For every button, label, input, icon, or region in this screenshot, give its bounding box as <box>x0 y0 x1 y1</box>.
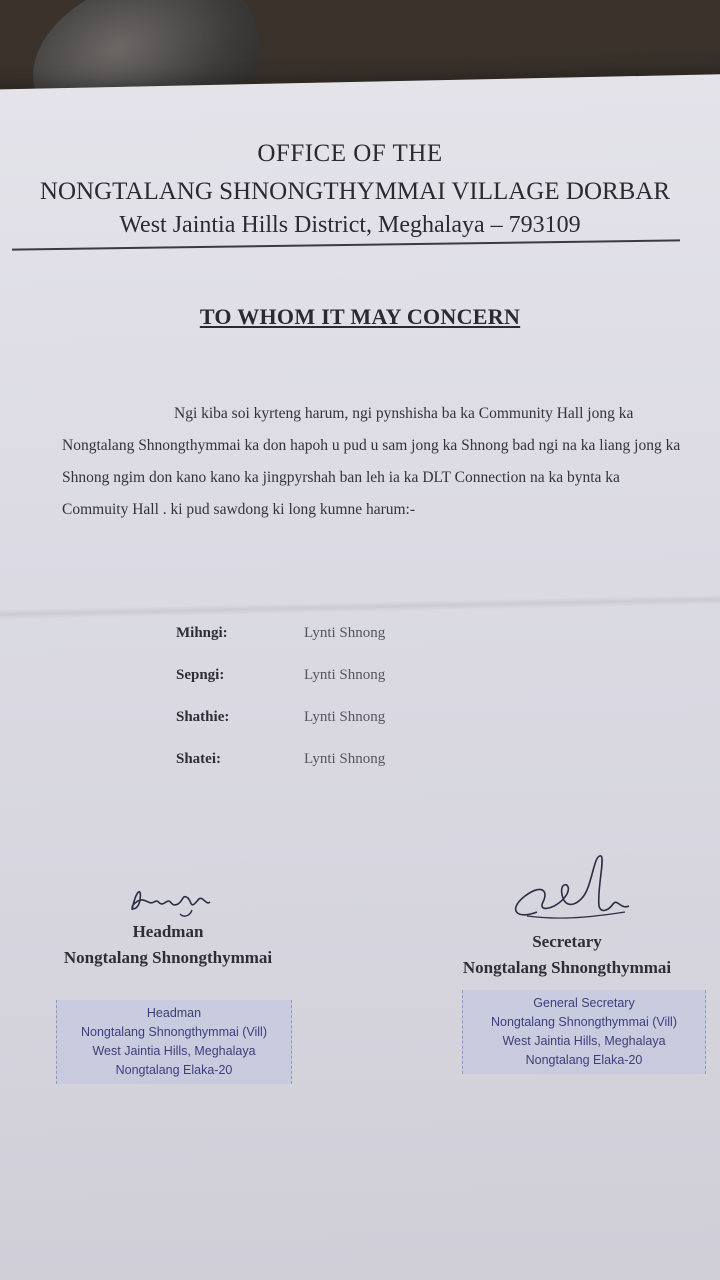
letter-subject: TO WHOM IT MAY CONCERN <box>199 304 521 329</box>
header-divider <box>12 239 680 250</box>
letter-paragraph: Ngi kiba soi kyrteng harum, ngi pynshisha ba ka Community Hall jong ka Nongtalang Shnongthymmai ka don hapoh u pud u sam jong ka Shnong bad ngi na ka liang jong ka Shnong ngim don kano kano ka jingpyrshah ban leh ia ka DLT Connection na ka bynta ka Commuity Hall . ki pud sawdong ki long kumne harum:- <box>62 405 681 518</box>
boundary-label: Sepngi: <box>176 666 225 683</box>
boundary-label: Mihngi: <box>176 624 228 641</box>
secretary-signature-block <box>432 850 702 982</box>
secretary-stamp <box>462 990 706 1074</box>
headman-signature <box>118 880 218 920</box>
headman-org: Nongtalang Shnongthymmai <box>63 948 273 967</box>
boundary-row-sepngi <box>176 654 476 696</box>
boundary-value: Lynti Shnong <box>304 708 386 725</box>
headman-title: Headman <box>132 922 204 941</box>
stamp-line: Nongtalang Elaka-20 <box>525 1053 643 1067</box>
secretary-signature <box>497 850 637 930</box>
stamp-line: Nongtalang Shnongthymmai (Vill) <box>491 1015 677 1029</box>
headman-stamp <box>56 1000 292 1084</box>
office-heading: OFFICE OF THE <box>257 140 443 167</box>
stamp-line: Headman <box>146 1006 202 1020</box>
stamp-line: Nongtalang Elaka-20 <box>115 1063 233 1077</box>
boundary-row-shatei <box>176 738 476 780</box>
letter-body <box>62 398 682 526</box>
dorbar-name: NONGTALANG SHNONGTHYMMAI VILLAGE DORBAR <box>39 178 671 205</box>
boundary-label: Shathie: <box>176 708 230 725</box>
boundary-row-shathie <box>176 696 476 738</box>
stamp-line: General Secretary <box>533 996 635 1010</box>
boundary-value: Lynti Shnong <box>304 666 386 683</box>
office-address: West Jaintia Hills District, Meghalaya – 793109 <box>119 212 581 238</box>
secretary-title: Secretary <box>532 932 602 951</box>
secretary-org: Nongtalang Shnongthymmai <box>462 958 672 977</box>
stamp-line: West Jaintia Hills, Meghalaya <box>92 1044 256 1058</box>
boundary-value: Lynti Shnong <box>304 750 386 767</box>
boundary-list <box>176 612 476 780</box>
boundary-value: Lynti Shnong <box>304 624 386 641</box>
headman-signature-block <box>38 880 298 972</box>
stamp-line: West Jaintia Hills, Meghalaya <box>502 1034 666 1048</box>
stamp-line: Nongtalang Shnongthymmai (Vill) <box>81 1025 267 1039</box>
boundary-row-mihngi <box>176 612 476 654</box>
boundary-label: Shatei: <box>176 750 221 767</box>
